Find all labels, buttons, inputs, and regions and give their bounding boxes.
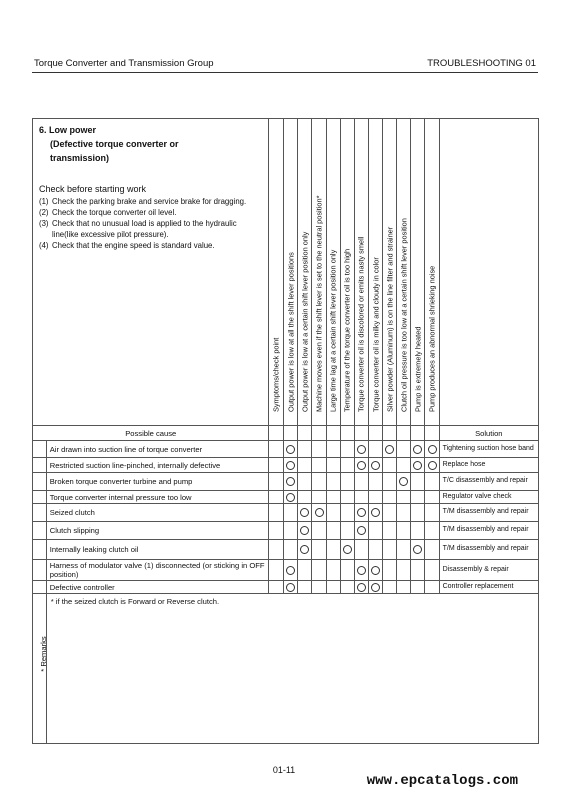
mark-cell [383, 458, 397, 473]
table-row [33, 581, 539, 594]
mark-cell [298, 540, 312, 560]
mark-cell [340, 491, 354, 504]
mark-cell [326, 581, 340, 594]
circle-mark-icon [286, 445, 295, 454]
mark-cell [354, 473, 368, 491]
mark-cell [411, 473, 425, 491]
mark-cell [326, 491, 340, 504]
circle-mark-icon [300, 526, 309, 535]
check-item [39, 218, 264, 240]
symptom-header-spacer [298, 426, 312, 441]
mark-cell [397, 473, 411, 491]
circle-mark-icon [357, 445, 366, 454]
circle-mark-icon [385, 445, 394, 454]
symptom-column-header [425, 119, 439, 426]
row-number-cell [33, 504, 47, 522]
mark-cell [397, 560, 411, 581]
header-chapter-title: TROUBLESHOOTING 01 [427, 58, 536, 69]
mark-cell [425, 441, 439, 458]
circle-mark-icon [357, 461, 366, 470]
cause-cell: Air drawn into suction line of torque converter [46, 441, 269, 458]
solution-header-blank [439, 119, 538, 426]
mark-cell [411, 540, 425, 560]
solution-cell: T/M disassembly and repair [439, 540, 538, 560]
circle-mark-icon [300, 545, 309, 554]
circle-mark-icon [413, 545, 422, 554]
header-spacer [269, 426, 284, 441]
symptom-spacer-cell [269, 441, 284, 458]
table-row [33, 540, 539, 560]
mark-cell [340, 522, 354, 540]
mark-cell [411, 491, 425, 504]
mark-cell [326, 522, 340, 540]
mark-cell [340, 540, 354, 560]
mark-cell [425, 458, 439, 473]
cause-cell: Broken torque converter turbine and pump [46, 473, 269, 491]
mark-cell [298, 522, 312, 540]
check-item [39, 196, 264, 207]
symptom-column-header [411, 119, 425, 426]
mark-cell [425, 491, 439, 504]
mark-cell [397, 441, 411, 458]
check-item [39, 240, 264, 251]
row-number-cell [33, 441, 47, 458]
table-row [33, 504, 539, 522]
solution-cell: T/M disassembly and repair [439, 504, 538, 522]
mark-cell [326, 473, 340, 491]
symptom-spacer-cell [269, 473, 284, 491]
mark-cell [383, 522, 397, 540]
intro-panel [33, 119, 269, 426]
mark-cell [298, 458, 312, 473]
column-header-row [33, 426, 539, 441]
check-item-number: (1) [39, 197, 49, 206]
remarks-label: * Remarks [39, 636, 49, 672]
check-item [39, 207, 264, 218]
circle-mark-icon [286, 493, 295, 502]
mark-cell [425, 473, 439, 491]
check-item-text: Check the parking brake and service brake for dragging. [52, 197, 247, 206]
solution-cell: Controller replacement [439, 581, 538, 594]
symptom-column-header [284, 119, 298, 426]
mark-cell [354, 491, 368, 504]
symptom-header-spacer [411, 426, 425, 441]
mark-cell [397, 504, 411, 522]
circle-mark-icon [286, 477, 295, 486]
circle-mark-icon [371, 566, 380, 575]
circle-mark-icon [428, 461, 437, 470]
mark-cell [326, 504, 340, 522]
table-row [33, 473, 539, 491]
circle-mark-icon [371, 583, 380, 592]
mark-cell [354, 522, 368, 540]
circle-mark-icon [357, 526, 366, 535]
solution-cell: Disassembly & repair [439, 560, 538, 581]
remarks-row [33, 594, 539, 744]
mark-cell [312, 473, 326, 491]
mark-cell [298, 441, 312, 458]
row-number-cell [33, 458, 47, 473]
circle-mark-icon [286, 461, 295, 470]
mark-cell [425, 522, 439, 540]
mark-cell [397, 458, 411, 473]
cause-cell: Clutch slipping [46, 522, 269, 540]
remarks-label-cell [33, 594, 47, 744]
symptom-label: Clutch oil pressure is too low at a certain shift lever position [399, 218, 409, 412]
row-number-cell [33, 491, 47, 504]
mark-cell [298, 581, 312, 594]
solution-header: Solution [439, 426, 538, 441]
circle-mark-icon [357, 583, 366, 592]
circle-mark-icon [357, 508, 366, 517]
check-list [39, 196, 264, 251]
circle-mark-icon [371, 508, 380, 517]
symptom-header-spacer [383, 426, 397, 441]
symptom-header-spacer [425, 426, 439, 441]
symptom-label: Temperature of the torque converter oil is too high [342, 248, 352, 412]
mark-cell [340, 560, 354, 581]
symptom-header-spacer [397, 426, 411, 441]
symptom-label: Pump is extremely heated [413, 326, 423, 412]
mark-cell [368, 581, 382, 594]
circle-mark-icon [343, 545, 352, 554]
solution-cell: Tightening suction hose band [439, 441, 538, 458]
symptom-label: Output power is low at all the shift lever positions [286, 252, 296, 412]
symptom-label: Torque converter oil is milky and cloudy in color [371, 257, 381, 412]
mark-cell [411, 458, 425, 473]
table-row [33, 522, 539, 540]
symptom-column-header [340, 119, 354, 426]
mark-cell [397, 581, 411, 594]
cause-cell: Harness of modulator valve (1) disconnected (or sticking in OFF position) [46, 560, 269, 581]
header-section-title: Torque Converter and Transmission Group [34, 58, 214, 69]
solution-cell: T/M disassembly and repair [439, 522, 538, 540]
mark-cell [368, 504, 382, 522]
symptom-label: Silver powder (Aluminum) is on the line filter and strainer [385, 226, 395, 412]
symptom-column-header [298, 119, 312, 426]
troubleshooting-table [32, 118, 539, 744]
row-number-cell [33, 473, 47, 491]
symptom-column-header [354, 119, 368, 426]
symptom-spacer-cell [269, 491, 284, 504]
header-divider [32, 72, 538, 73]
symptom-header-spacer [312, 426, 326, 441]
symptom-header-cell [269, 119, 284, 426]
circle-mark-icon [399, 477, 408, 486]
row-number-cell [33, 522, 47, 540]
circle-mark-icon [315, 508, 324, 517]
mark-cell [383, 441, 397, 458]
mark-cell [368, 540, 382, 560]
mark-cell [425, 504, 439, 522]
cause-cell: Torque converter internal pressure too low [46, 491, 269, 504]
mark-cell [354, 458, 368, 473]
circle-mark-icon [286, 583, 295, 592]
mark-cell [340, 473, 354, 491]
mark-cell [340, 581, 354, 594]
mark-cell [312, 441, 326, 458]
mark-cell [397, 491, 411, 504]
symptom-label: Large time lag at a certain shift lever position only [328, 249, 338, 412]
cause-cell: Internally leaking clutch oil [46, 540, 269, 560]
mark-cell [383, 491, 397, 504]
mark-cell [312, 504, 326, 522]
mark-cell [383, 540, 397, 560]
mark-cell [326, 441, 340, 458]
circle-mark-icon [286, 566, 295, 575]
symptom-header-spacer [284, 426, 298, 441]
mark-cell [312, 560, 326, 581]
mark-cell [354, 581, 368, 594]
check-item-number: (2) [39, 208, 49, 217]
symptom-column-header [326, 119, 340, 426]
check-before-title: Check before starting work [39, 184, 147, 194]
mark-cell [425, 581, 439, 594]
mark-cell [326, 458, 340, 473]
mark-cell [425, 560, 439, 581]
mark-cell [368, 491, 382, 504]
mark-cell [284, 560, 298, 581]
symptom-spacer-cell [269, 522, 284, 540]
symptom-column-header [368, 119, 382, 426]
check-item-number: (3) [39, 219, 49, 228]
row-number-cell [33, 560, 47, 581]
watermark: www.epcatalogs.com [366, 773, 518, 789]
solution-cell: Regulator valve check [439, 491, 538, 504]
mark-cell [312, 540, 326, 560]
mark-cell [284, 458, 298, 473]
mark-cell [383, 473, 397, 491]
mark-cell [383, 504, 397, 522]
mark-cell [411, 504, 425, 522]
mark-cell [411, 581, 425, 594]
row-number-cell [33, 581, 47, 594]
symptom-spacer-cell [269, 504, 284, 522]
symptom-spacer-cell [269, 540, 284, 560]
table-row [33, 560, 539, 581]
mark-cell [425, 540, 439, 560]
mark-cell [368, 441, 382, 458]
symptom-label: Machine moves even if the shift lever is set to the neutral position* [314, 195, 324, 412]
mark-cell [284, 504, 298, 522]
circle-mark-icon [371, 461, 380, 470]
mark-cell [397, 540, 411, 560]
mark-cell [354, 441, 368, 458]
cause-cell: Defective controller [46, 581, 269, 594]
mark-cell [284, 491, 298, 504]
mark-cell [326, 540, 340, 560]
symptom-label: Torque converter oil is discolored or emits nasty smell [356, 236, 366, 412]
mark-cell [284, 522, 298, 540]
table-row [33, 458, 539, 473]
symptom-spacer-cell [269, 560, 284, 581]
mark-cell [312, 491, 326, 504]
symptom-label: Pump produces an abnormal shrieking noise [427, 265, 437, 412]
symptom-column-header [397, 119, 411, 426]
mark-cell [298, 473, 312, 491]
circle-mark-icon [357, 566, 366, 575]
mark-cell [411, 441, 425, 458]
mark-cell [298, 560, 312, 581]
mark-cell [298, 504, 312, 522]
mark-cell [312, 581, 326, 594]
mark-cell [340, 504, 354, 522]
intro-subtitle-1: (Defective torque converter or [50, 139, 179, 149]
solution-cell: T/C disassembly and repair [439, 473, 538, 491]
check-item-text: Check that no unusual load is applied to the hydraulic line(like excessive pilot pressure). [52, 219, 237, 239]
mark-cell [312, 522, 326, 540]
page-number: 01-11 [272, 765, 296, 775]
symptoms-header-row [33, 119, 539, 426]
check-item-text: Check that the engine speed is standard value. [52, 241, 215, 250]
circle-mark-icon [300, 508, 309, 517]
mark-cell [298, 491, 312, 504]
symptom-header-spacer [368, 426, 382, 441]
circle-mark-icon [413, 461, 422, 470]
check-item-text: Check the torque converter oil level. [52, 208, 177, 217]
mark-cell [326, 560, 340, 581]
symptom-label: Output power is low at a certain shift lever position only [300, 231, 310, 412]
cause-cell: Restricted suction line-pinched, internally defective [46, 458, 269, 473]
cause-cell: Seized clutch [46, 504, 269, 522]
symptom-header-spacer [326, 426, 340, 441]
mark-cell [368, 522, 382, 540]
table-row [33, 491, 539, 504]
mark-cell [340, 458, 354, 473]
mark-cell [411, 560, 425, 581]
possible-cause-header: Possible cause [33, 426, 269, 441]
check-item-number: (4) [39, 241, 49, 250]
mark-cell [354, 540, 368, 560]
symptom-header-spacer [354, 426, 368, 441]
mark-cell [411, 522, 425, 540]
mark-cell [354, 560, 368, 581]
mark-cell [340, 441, 354, 458]
intro-title: 6. Low power [39, 125, 97, 135]
mark-cell [312, 458, 326, 473]
circle-mark-icon [413, 445, 422, 454]
solution-cell: Replace hose [439, 458, 538, 473]
mark-cell [354, 504, 368, 522]
mark-cell [368, 473, 382, 491]
mark-cell [284, 540, 298, 560]
remarks-text: * if the seized clutch is Forward or Reverse clutch. [46, 594, 538, 744]
circle-mark-icon [428, 445, 437, 454]
mark-cell [383, 560, 397, 581]
table-row [33, 441, 539, 458]
symptom-header-spacer [340, 426, 354, 441]
symptom-spacer-cell [269, 458, 284, 473]
row-number-cell [33, 540, 47, 560]
intro-subtitle-2: transmission) [50, 153, 110, 163]
symptom-header-label: Symptoms/check point [271, 337, 281, 412]
symptom-column-header [383, 119, 397, 426]
mark-cell [284, 473, 298, 491]
mark-cell [368, 560, 382, 581]
symptom-spacer-cell [269, 581, 284, 594]
mark-cell [397, 522, 411, 540]
mark-cell [368, 458, 382, 473]
mark-cell [284, 581, 298, 594]
mark-cell [383, 581, 397, 594]
mark-cell [284, 441, 298, 458]
symptom-column-header [312, 119, 326, 426]
